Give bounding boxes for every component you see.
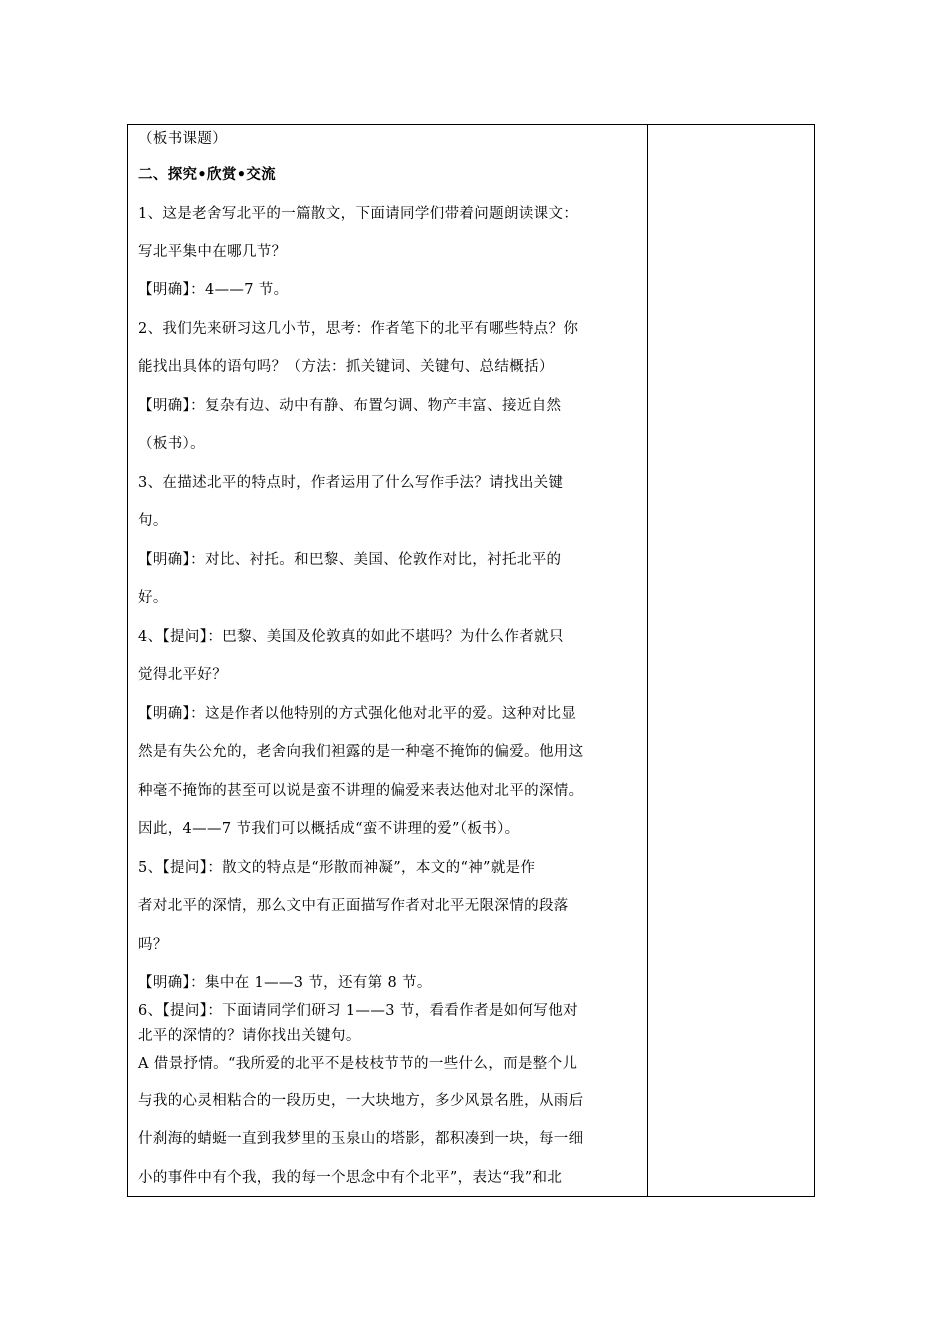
text-line: 6、【提问】：下面请同学们研习 1——3 节，看看作者是如何写他对 bbox=[138, 1003, 578, 1019]
text-line: 【明确】：4——7 节。 bbox=[138, 282, 289, 298]
text-line: 者对北平的深情，那么文中有正面描写作者对北平无限深情的段落 bbox=[138, 898, 569, 914]
lesson-plan-table bbox=[127, 124, 815, 1197]
text-line: 北平的深情的？请你找出关键句。 bbox=[138, 1028, 361, 1044]
text-line: 4、【提问】：巴黎、美国及伦敦真的如此不堪吗？为什么作者就只 bbox=[138, 629, 564, 645]
text-line: 【明确】：对比、衬托。和巴黎、美国、伦敦作对比，衬托北平的 bbox=[138, 552, 562, 568]
text-line: 5、【提问】：散文的特点是“形散而神凝”，本文的“神”就是作 bbox=[138, 860, 536, 876]
text-line: 能找出具体的语句吗？（方法：抓关键词、关键句、总结概括） bbox=[138, 359, 554, 375]
text-line: （板书课题） bbox=[138, 131, 228, 147]
text-line: 种毫不掩饰的甚至可以说是蛮不讲理的偏爱来表达他对北平的深情。 bbox=[138, 783, 584, 799]
text-line: 吗？ bbox=[138, 937, 168, 953]
text-line: 3、在描述北平的特点时，作者运用了什么写作手法？请找出关键 bbox=[138, 475, 564, 491]
text-line: 什刹海的蜻蜓一直到我梦里的玉泉山的塔影，都积凑到一块，每一细 bbox=[138, 1131, 584, 1147]
text-line: 1、这是老舍写北平的一篇散文，下面请同学们带着问题朗读课文： bbox=[138, 206, 579, 222]
column-divider bbox=[647, 125, 648, 1196]
section-heading: 二、探究•欣赏•交流 bbox=[138, 166, 277, 183]
text-line: A 借景抒情。“我所爱的北平不是枝枝节节的一些什么，而是整个儿 bbox=[138, 1056, 578, 1072]
text-line: 觉得北平好？ bbox=[138, 667, 228, 683]
text-line: 好。 bbox=[138, 590, 168, 606]
text-line: 小的事件中有个我，我的每一个思念中有个北平”，表达“我”和北 bbox=[138, 1170, 563, 1186]
text-line: 因此，4——7 节我们可以概括成“蛮不讲理的爱”（板书）。 bbox=[138, 821, 520, 837]
text-line: 然是有失公允的，老舍向我们袒露的是一种毫不掩饰的偏爱。他用这 bbox=[138, 744, 584, 760]
text-line: 写北平集中在哪几节？ bbox=[138, 244, 287, 260]
text-line: 与我的心灵相粘合的一段历史，一大块地方，多少风景名胜，从雨后 bbox=[138, 1093, 584, 1109]
text-line: 2、我们先来研习这几小节，思考：作者笔下的北平有哪些特点？你 bbox=[138, 321, 579, 337]
text-line: 【明确】：集中在 1——3 节，还有第 8 节。 bbox=[138, 975, 432, 991]
text-line: 【明确】：复杂有边、动中有静、布置匀调、物产丰富、接近自然 bbox=[138, 398, 562, 414]
text-line: （板书）。 bbox=[138, 436, 205, 452]
text-line: 【明确】：这是作者以他特别的方式强化他对北平的爱。这种对比显 bbox=[138, 706, 577, 722]
text-line: 句。 bbox=[138, 513, 168, 529]
